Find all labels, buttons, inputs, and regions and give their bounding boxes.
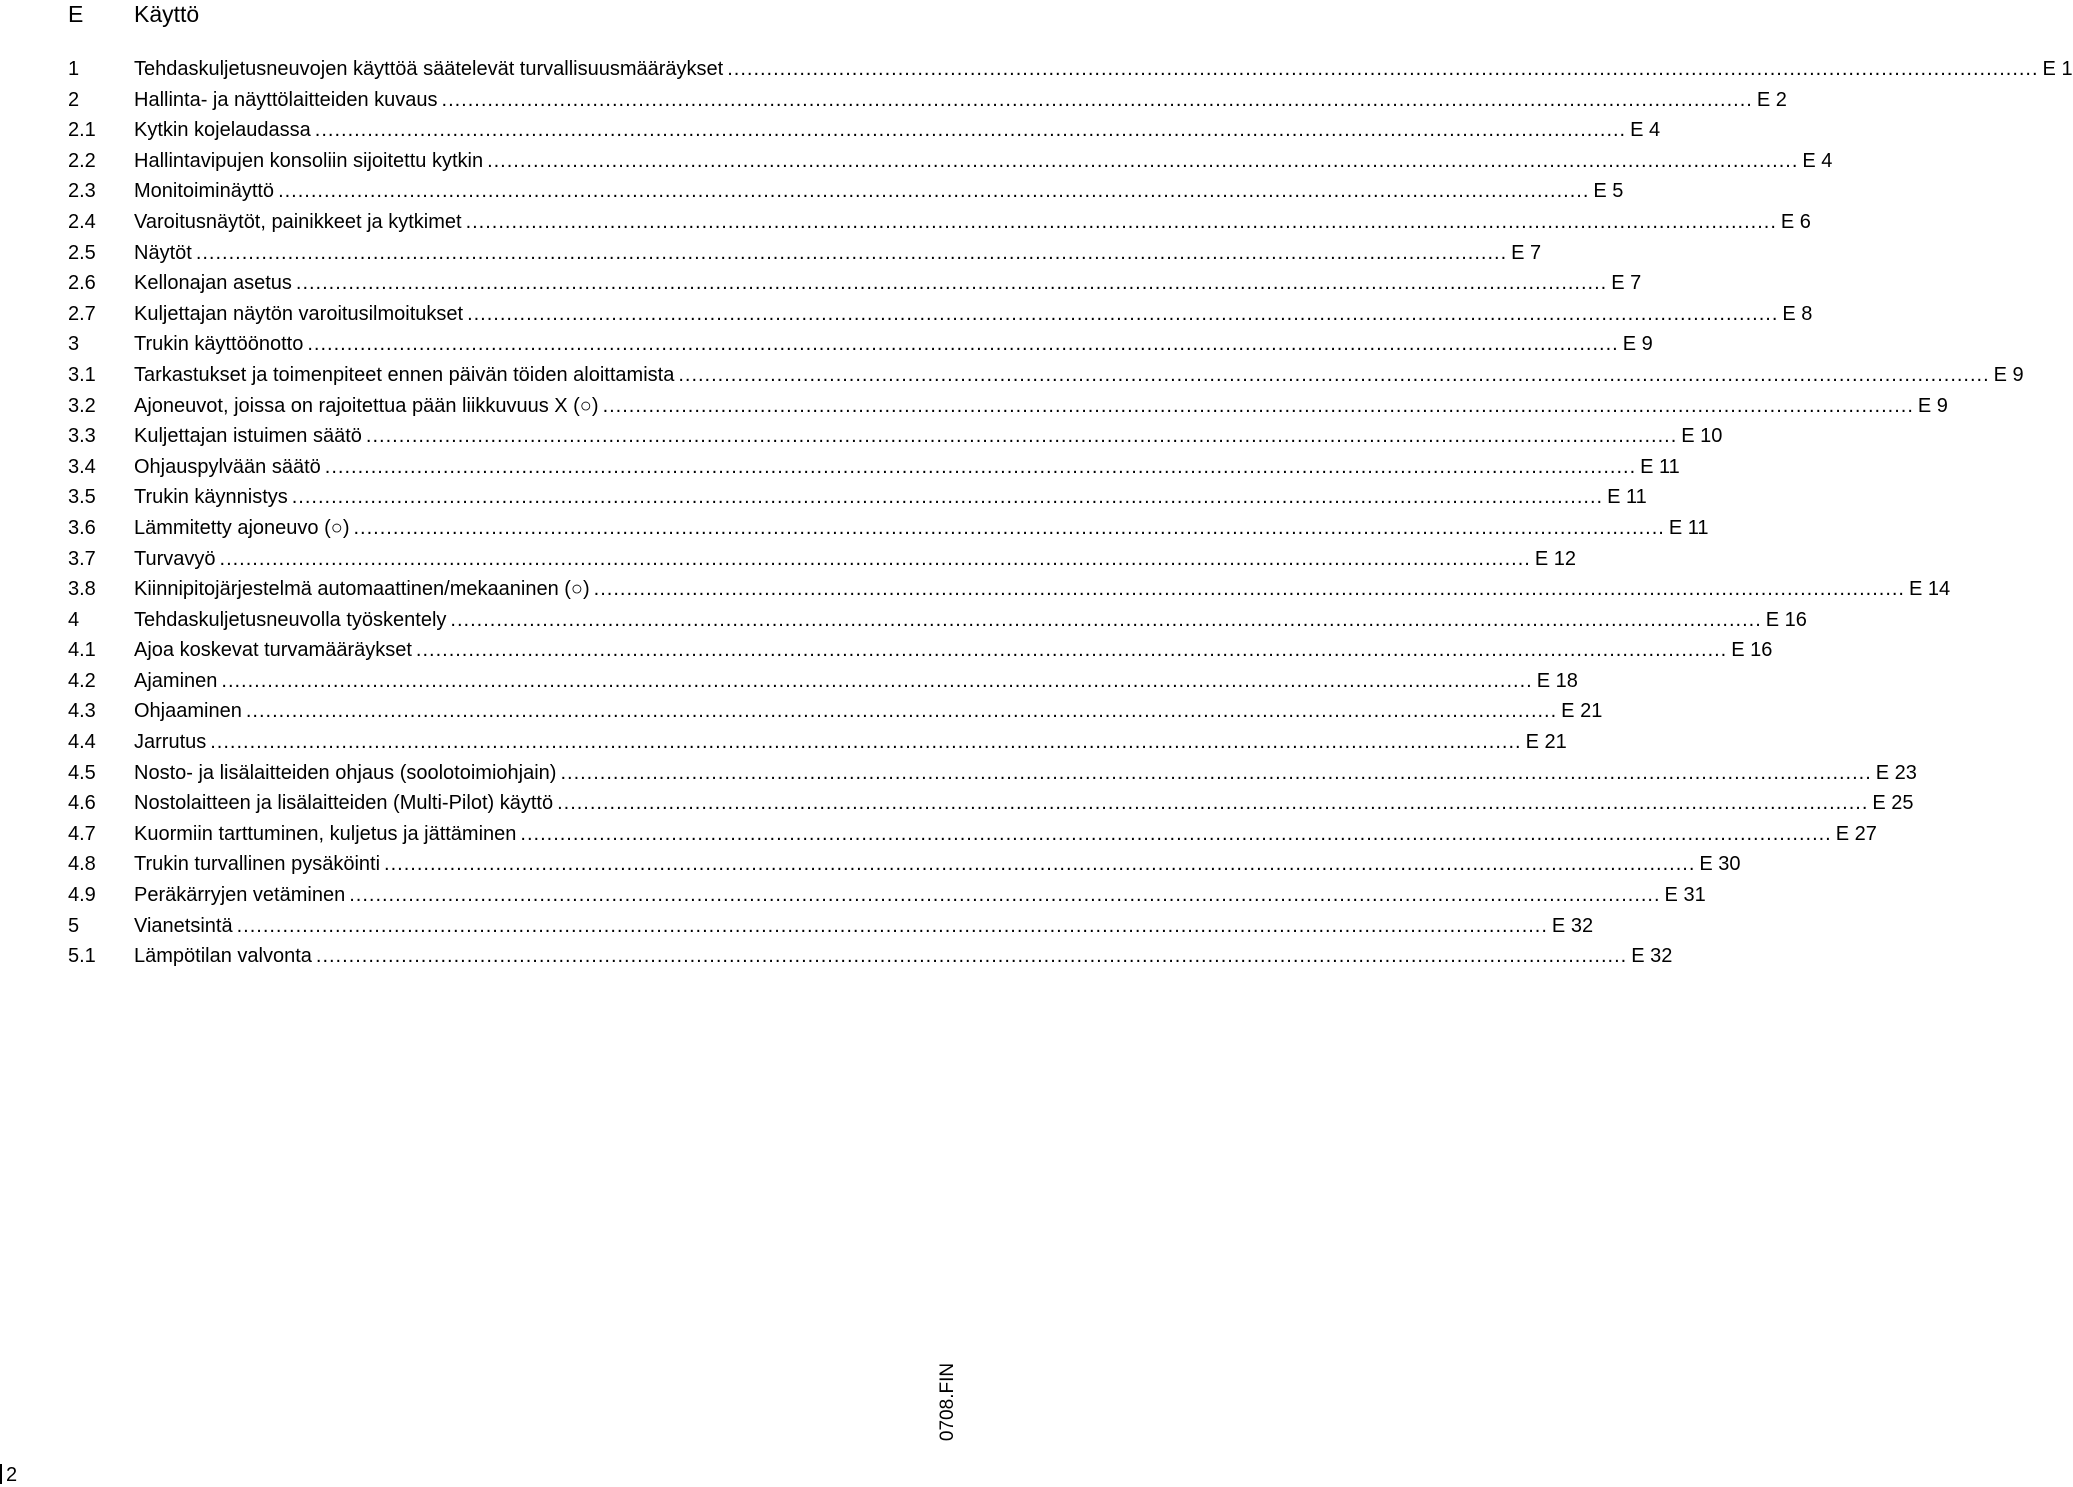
toc-entry-number: 2.7 [68, 302, 96, 325]
toc-leader-dots: ........................................................................................................................................................................................................ [520, 822, 1832, 845]
toc-entry[interactable] [0, 911, 1594, 942]
toc-leader-dots: ........................................................................................................................................................................................................ [593, 578, 1905, 601]
toc-entry-number: 4.2 [68, 669, 96, 692]
toc-leader-dots: ........................................................................................................................................................................................................ [560, 761, 1872, 784]
toc-entry-label: Trukin käynnistys [134, 486, 288, 509]
toc-entry[interactable] [0, 849, 1741, 880]
toc-entry-line [134, 268, 1642, 299]
toc-entry-page: E 32 [1551, 914, 1594, 937]
toc-entry[interactable] [0, 207, 1811, 238]
toc-entry[interactable] [0, 574, 1951, 605]
toc-entry-label: Ajoneuvot, joissa on rajoitettua pään liikkuvuus X (○) [134, 394, 599, 417]
toc-entry-number: 4.5 [68, 761, 96, 784]
toc-entry-page: E 11 [1640, 455, 1680, 478]
toc-entry-line [134, 421, 1723, 452]
toc-entry-line [134, 238, 1542, 269]
toc-entry-line [134, 391, 1948, 422]
toc-entry-number: 4.3 [68, 700, 96, 723]
toc-entry-number: 4.6 [68, 792, 96, 815]
toc-entry-line [134, 544, 1576, 575]
toc-entry[interactable] [0, 635, 1773, 666]
toc-leader-dots: ........................................................................................................................................................................................................ [291, 486, 1604, 509]
toc-leader-dots: ........................................................................................................................................................................................................ [441, 88, 1753, 111]
page-number [0, 1463, 17, 1487]
toc-entry-label: Ajaminen [134, 669, 218, 692]
document-code [934, 1360, 962, 1444]
toc-entry-line [134, 605, 1807, 636]
page-title: Käyttö [134, 1, 200, 27]
toc-entry[interactable] [0, 941, 1673, 972]
toc-entry-label: Kuljettajan näytön varoitusilmoitukset [134, 302, 464, 325]
toc-entry-label: Nosto- ja lisälaitteiden ohjaus (soolotoimiohjain) [134, 761, 557, 784]
toc-entry[interactable] [0, 880, 1706, 911]
toc-entry-label: Trukin käyttöönotto [134, 333, 304, 356]
toc-entry-line [134, 85, 1787, 116]
toc-entry-label: Kuormiin tarttuminen, kuljetus ja jättäminen [134, 822, 517, 845]
toc-entry-label: Turvavyö [134, 547, 216, 570]
toc-entry-line [134, 176, 1624, 207]
toc-entry-number: 3.3 [68, 425, 96, 448]
toc-entry-line [134, 329, 1653, 360]
toc-leader-dots: ........................................................................................................................................................................................................ [467, 302, 1779, 325]
toc-entry-number: 3.6 [68, 516, 96, 539]
toc-entry-number: 2.1 [68, 119, 96, 142]
toc-entry-line [134, 727, 1567, 758]
toc-entry[interactable] [0, 452, 1680, 483]
toc-entry-number: 2.5 [68, 241, 96, 264]
toc-entry[interactable] [0, 146, 1833, 177]
toc-entry-number: 2 [68, 88, 80, 111]
toc-leader-dots: ........................................................................................................................................................................................................ [210, 731, 1522, 754]
toc-entry-label: Monitoiminäyttö [134, 180, 275, 203]
toc-entry-page: E 21 [1525, 731, 1567, 754]
toc-entry-line [134, 758, 1917, 789]
toc-leader-dots: ........................................................................................................................................................................................................ [278, 180, 1590, 203]
toc-entry-page: E 11 [1668, 516, 1709, 539]
toc-entry-page: E 7 [1511, 241, 1542, 264]
toc-entry[interactable] [0, 115, 1661, 146]
toc-leader-dots: ........................................................................................................................................................................................................ [295, 272, 1608, 295]
toc-entry-number: 3.8 [68, 578, 96, 601]
toc-entry-line [134, 513, 1709, 544]
toc-entry-number: 4.9 [68, 884, 96, 907]
toc-entry-page: E 23 [1875, 761, 1917, 784]
toc-entry[interactable] [0, 696, 1603, 727]
toc-entry-line [134, 635, 1773, 666]
toc-leader-dots: ........................................................................................................................................................................................................ [315, 945, 1628, 968]
toc-leader-dots: ........................................................................................................................................................................................................ [384, 853, 1696, 876]
toc-entry-label: Peräkärryjen vetäminen [134, 884, 346, 907]
toc-entry-page: E 11 [1607, 486, 1647, 509]
toc-entry-line [134, 849, 1741, 880]
toc-entry-label: Nostolaitteen ja lisälaitteiden (Multi-Pilot) käyttö [134, 792, 554, 815]
toc-entry-label: Kytkin kojelaudassa [134, 119, 311, 142]
toc-entry[interactable] [0, 421, 1723, 452]
toc-leader-dots: ........................................................................................................................................................................................................ [465, 210, 1777, 233]
toc-leader-dots: ........................................................................................................................................................................................................ [236, 914, 1548, 937]
toc-entry[interactable] [0, 666, 1578, 697]
toc-entry[interactable] [0, 482, 1647, 513]
toc-entry[interactable] [0, 788, 1914, 819]
toc-entry[interactable] [0, 758, 1917, 789]
toc-entry-label: Näytöt [134, 241, 192, 264]
toc-entry-page: E 6 [1780, 210, 1811, 233]
toc-leader-dots: ........................................................................................................................................................................................................ [219, 547, 1531, 570]
toc-entry[interactable] [0, 605, 1807, 636]
toc-entry-label: Tehdaskuljetusneuvolla työskentely [134, 608, 447, 631]
toc-entry[interactable] [0, 238, 1542, 269]
toc-entry-line [134, 666, 1578, 697]
toc-entry-number: 4.7 [68, 822, 96, 845]
toc-entry-page: E 8 [1782, 302, 1813, 325]
toc-entry[interactable] [0, 513, 1709, 544]
toc-entry-number: 2.2 [68, 149, 96, 172]
toc-entry-line [134, 452, 1680, 483]
toc-entry-number: 4.1 [68, 639, 96, 662]
toc-entry-number: 2.6 [68, 272, 96, 295]
toc-entry-label: Hallinta- ja näyttölaitteiden kuvaus [134, 88, 438, 111]
table-of-contents [0, 54, 2073, 972]
toc-entry-page: E 16 [1731, 639, 1773, 662]
toc-entry[interactable] [0, 727, 1567, 758]
toc-entry-number: 3.2 [68, 394, 96, 417]
toc-leader-dots: ........................................................................................................................................................................................................ [727, 58, 2039, 80]
toc-entry-page: E 1 [2042, 58, 2073, 80]
toc-entry-line [134, 911, 1594, 942]
toc-entry-line [134, 146, 1833, 177]
page-margin-bar [0, 1464, 2, 1484]
toc-leader-dots: ........................................................................................................................................................................................................ [602, 394, 1914, 417]
section-letter: E [68, 1, 84, 27]
toc-entry-label: Tehdaskuljetusneuvojen käyttöä säätelevät turvallisuusmääräykset [134, 58, 724, 80]
toc-entry-page: E 9 [1917, 394, 1948, 417]
toc-entry-label: Kellonajan asetus [134, 272, 292, 295]
toc-entry-number: 5.1 [68, 945, 96, 968]
toc-entry-label: Lämmitetty ajoneuvo (○) [134, 516, 350, 539]
toc-entry-page: E 9 [1622, 333, 1653, 356]
toc-entry-page: E 14 [1908, 578, 1951, 601]
toc-entry-line [134, 574, 1951, 605]
toc-entry-number: 3.5 [68, 486, 96, 509]
toc-entry-page: E 16 [1765, 608, 1807, 631]
toc-entry-number: 3.1 [68, 363, 96, 386]
toc-entry-label: Hallintavipujen konsoliin sijoitettu kytkin [134, 149, 484, 172]
toc-entry-page: E 12 [1534, 547, 1576, 570]
page-number-text: 2 [6, 1464, 18, 1486]
toc-entry-line [134, 482, 1647, 513]
toc-entry-line [134, 788, 1914, 819]
toc-entry[interactable] [0, 54, 2073, 85]
toc-entry-page: E 7 [1611, 272, 1642, 295]
toc-entry-label: Lämpötilan valvonta [134, 945, 312, 968]
toc-entry-line [134, 115, 1661, 146]
toc-entry-label: Jarrutus [134, 731, 207, 754]
toc-entry[interactable] [0, 391, 1948, 422]
toc-entry-line [134, 54, 2073, 85]
toc-entry-number: 2.4 [68, 210, 96, 233]
toc-entry-number: 3.7 [68, 547, 96, 570]
toc-leader-dots: ........................................................................................................................................................................................................ [195, 241, 1508, 264]
toc-entry-page: E 18 [1536, 669, 1578, 692]
toc-entry-number: 3 [68, 333, 80, 356]
toc-entry-label: Trukin turvallinen pysäköinti [134, 853, 381, 876]
toc-entry-page: E 25 [1872, 792, 1914, 815]
toc-entry-page: E 30 [1699, 853, 1741, 876]
toc-leader-dots: ........................................................................................................................................................................................................ [415, 639, 1728, 662]
toc-entry-page: E 9 [1993, 363, 2024, 386]
toc-entry-label: Ohjauspylvään säätö [134, 455, 321, 478]
toc-entry[interactable] [0, 544, 1576, 575]
toc-leader-dots: ........................................................................................................................................................................................................ [487, 149, 1799, 172]
toc-entry-number: 2.3 [68, 180, 96, 203]
toc-entry[interactable] [0, 299, 1813, 330]
toc-entry-number: 5 [68, 914, 80, 937]
toc-entry-label: Tarkastukset ja toimenpiteet ennen päivän töiden aloittamista [134, 363, 675, 386]
toc-entry[interactable] [0, 268, 1642, 299]
toc-entry-line [134, 880, 1706, 911]
toc-leader-dots: ........................................................................................................................................................................................................ [557, 792, 1869, 815]
toc-entry-number: 4 [68, 608, 80, 631]
toc-leader-dots: ........................................................................................................................................................................................................ [245, 700, 1558, 723]
toc-entry-number: 4.4 [68, 731, 96, 754]
toc-entry[interactable] [0, 819, 1877, 850]
toc-entry-label: Ohjaaminen [134, 700, 242, 723]
toc-entry-line [134, 299, 1813, 330]
toc-entry-page: E 5 [1593, 180, 1624, 203]
toc-leader-dots: ........................................................................................................................................................................................................ [314, 119, 1627, 142]
toc-entry-line [134, 360, 2024, 391]
toc-entry-number: 4.8 [68, 853, 96, 876]
toc-entry-page: E 21 [1561, 700, 1603, 723]
toc-leader-dots: ........................................................................................................................................................................................................ [450, 608, 1762, 631]
toc-entry-page: E 31 [1664, 884, 1706, 907]
toc-entry-label: Kuljettajan istuimen säätö [134, 425, 362, 448]
toc-leader-dots: ........................................................................................................................................................................................................ [365, 425, 1678, 448]
toc-leader-dots: ........................................................................................................................................................................................................ [678, 363, 1990, 386]
toc-entry-label: Kiinnipitojärjestelmä automaattinen/mekaaninen (○) [134, 578, 590, 601]
toc-leader-dots: ........................................................................................................................................................................................................ [324, 455, 1637, 478]
toc-entry-number: 1 [68, 58, 80, 80]
toc-entry-page: E 4 [1630, 119, 1661, 142]
toc-entry-line [134, 696, 1603, 727]
toc-leader-dots: ........................................................................................................................................................................................................ [353, 516, 1665, 539]
toc-entry-line [134, 207, 1811, 238]
toc-leader-dots: ........................................................................................................................................................................................................ [221, 669, 1533, 692]
toc-entry-page: E 4 [1802, 149, 1833, 172]
toc-leader-dots: ........................................................................................................................................................................................................ [307, 333, 1619, 356]
toc-entry[interactable] [0, 329, 1653, 360]
toc-entry-page: E 10 [1681, 425, 1723, 448]
toc-entry-label: Vianetsintä [134, 914, 233, 937]
page-header [0, 0, 960, 34]
toc-entry-line [134, 819, 1877, 850]
toc-entry-number: 3.4 [68, 455, 96, 478]
toc-entry-label: Varoitusnäytöt, painikkeet ja kytkimet [134, 210, 462, 233]
toc-entry-label: Ajoa koskevat turvamääräykset [134, 639, 412, 662]
toc-entry-page: E 2 [1756, 88, 1787, 111]
toc-entry-line [134, 941, 1673, 972]
toc-leader-dots: ........................................................................................................................................................................................................ [349, 884, 1661, 907]
toc-entry[interactable] [0, 85, 1787, 116]
toc-entry-page: E 32 [1631, 945, 1673, 968]
toc-entry[interactable] [0, 360, 2024, 391]
document-code-text: 0708.FIN [937, 1362, 958, 1442]
toc-entry[interactable] [0, 176, 1624, 207]
toc-entry-page: E 27 [1835, 822, 1877, 845]
